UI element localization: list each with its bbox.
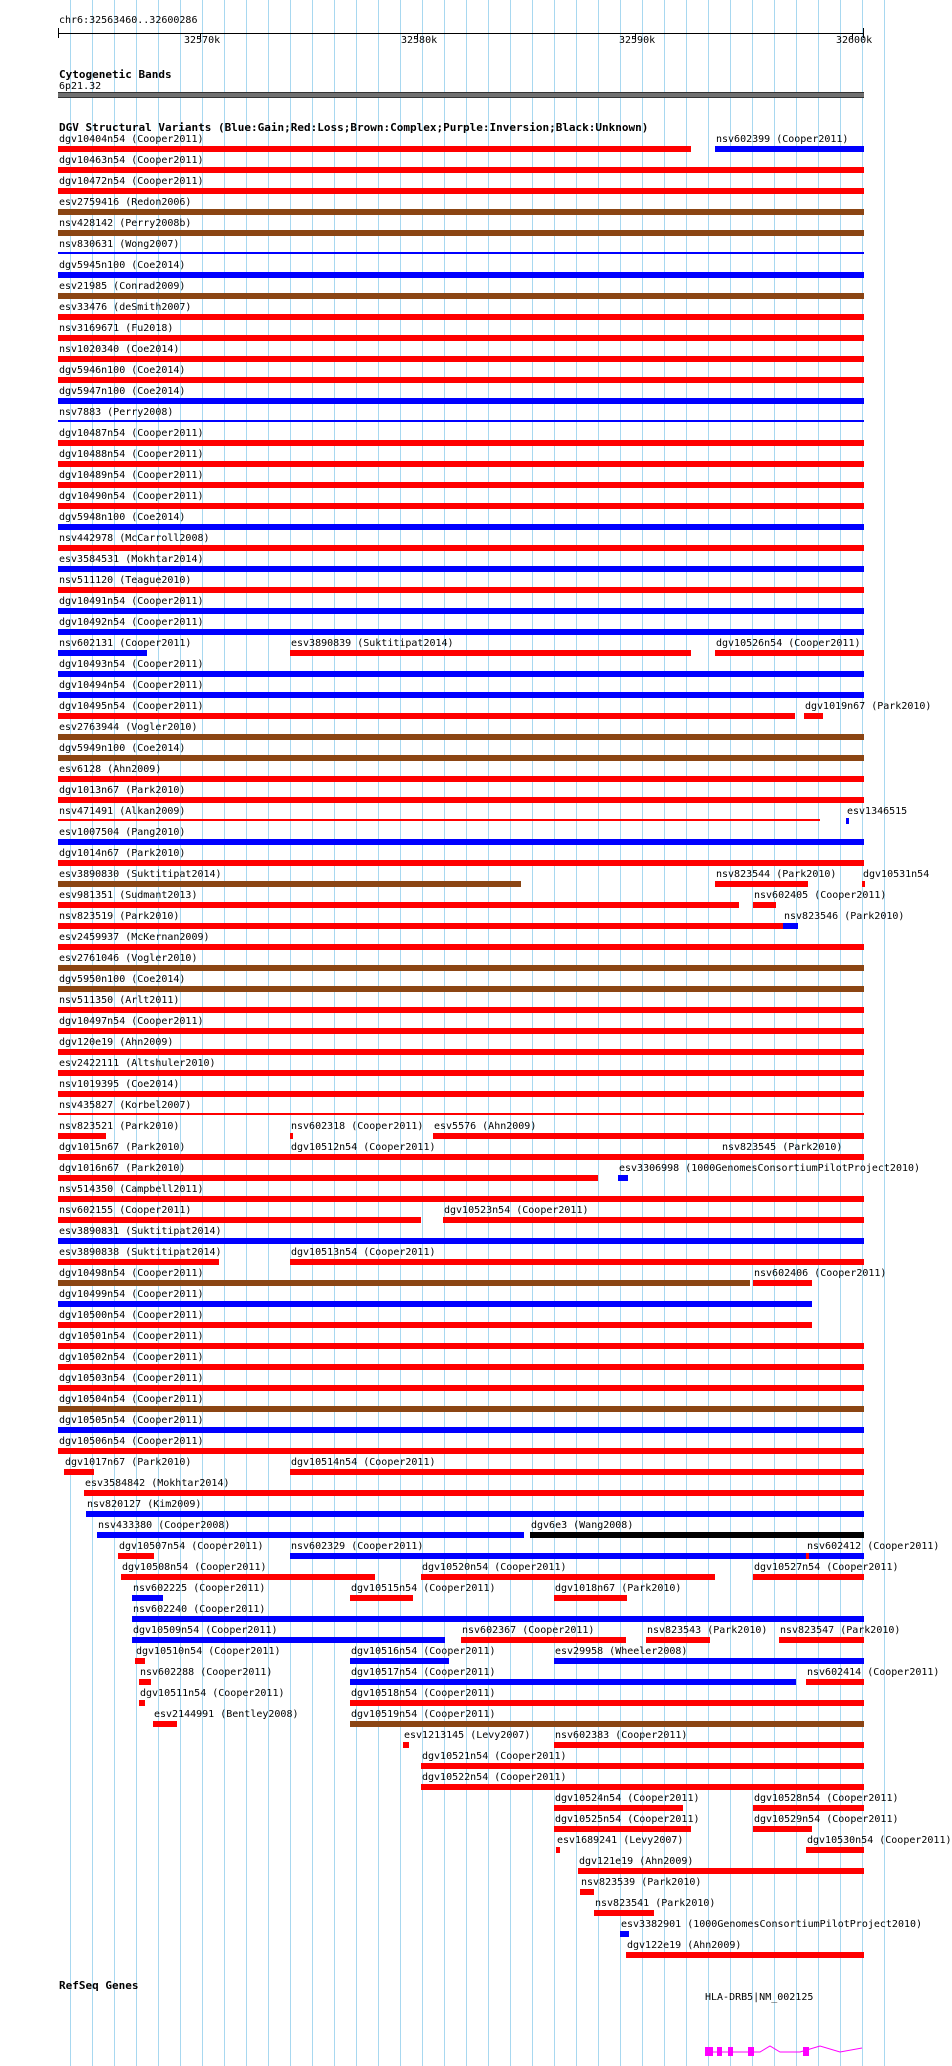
dgv-feature-label: esv2761046 (Vogler2010) [59, 953, 198, 964]
dgv-feature-label: dgv1018n67 (Park2010) [555, 1583, 682, 1594]
dgv-feature-label: dgv5947n100 (Coe2014) [59, 386, 186, 397]
dgv-feature-label: dgv10491n54 (Cooper2011) [59, 596, 204, 607]
dgv-feature-label: nsv435827 (Korbel2007) [59, 1100, 192, 1111]
dgv-feature-label: dgv10488n54 (Cooper2011) [59, 449, 204, 460]
dgv-feature-label: nsv433380 (Cooper2008) [98, 1520, 231, 1531]
cytoband-track-title: Cytogenetic Bands [59, 68, 172, 81]
dgv-feature-label: nsv428142 (Perry2008b) [59, 218, 192, 229]
dgv-feature-label: esv3890830 (Suktitipat2014) [59, 869, 222, 880]
dgv-feature-label: esv981351 (Sudmant2013) [59, 890, 198, 901]
gene-exon [748, 2047, 754, 2056]
dgv-feature-label: dgv10520n54 (Cooper2011) [422, 1562, 567, 1573]
dgv-feature-label: nsv1019395 (Coe2014) [59, 1079, 180, 1090]
dgv-feature-label: dgv10527n54 (Cooper2011) [754, 1562, 899, 1573]
dgv-feature-label: nsv602318 (Cooper2011) [291, 1121, 424, 1132]
dgv-feature-label: dgv10502n54 (Cooper2011) [59, 1352, 204, 1363]
dgv-feature-label: nsv823539 (Park2010) [581, 1877, 702, 1888]
dgv-feature-label: dgv10515n54 (Cooper2011) [351, 1583, 496, 1594]
dgv-feature-label: esv3890831 (Suktitipat2014) [59, 1226, 222, 1237]
dgv-feature-label: dgv10524n54 (Cooper2011) [555, 1793, 700, 1804]
ruler-tick-label: 32580k [401, 35, 438, 46]
dgv-feature-label: nsv602131 (Cooper2011) [59, 638, 192, 649]
dgv-feature-label: dgv10500n54 (Cooper2011) [59, 1310, 204, 1321]
dgv-feature-label: nsv823545 (Park2010) [722, 1142, 843, 1153]
dgv-feature-label: nsv602414 (Cooper2011) [807, 1667, 940, 1678]
dgv-feature-label: dgv5949n100 (Coe2014) [59, 743, 186, 754]
dgv-feature-label: nsv823541 (Park2010) [595, 1898, 716, 1909]
dgv-feature-label: dgv10506n54 (Cooper2011) [59, 1436, 204, 1447]
dgv-feature-label: nsv514350 (Campbell2011) [59, 1184, 204, 1195]
dgv-feature-label: dgv10501n54 (Cooper2011) [59, 1331, 204, 1342]
dgv-feature-label: esv3306998 (1000GenomesConsortiumPilotProject2010) [619, 1163, 921, 1174]
dgv-feature-label: dgv5948n100 (Coe2014) [59, 512, 186, 523]
gene-exon [717, 2047, 722, 2056]
gene-exon [728, 2047, 733, 2056]
dgv-feature-label: nsv602383 (Cooper2011) [555, 1730, 688, 1741]
dgv-feature-label: dgv10508n54 (Cooper2011) [122, 1562, 267, 1573]
dgv-feature-label: nsv602288 (Cooper2011) [140, 1667, 273, 1678]
ruler-tick-label: 32590k [619, 35, 656, 46]
dgv-feature-label: dgv10499n54 (Cooper2011) [59, 1289, 204, 1300]
ruler-tick-label: 32570k [184, 35, 221, 46]
dgv-feature-label: nsv823521 (Park2010) [59, 1121, 180, 1132]
dgv-feature-label: dgv10490n54 (Cooper2011) [59, 491, 204, 502]
dgv-feature-label: esv3890839 (Suktitipat2014) [291, 638, 454, 649]
dgv-feature-label: dgv10487n54 (Cooper2011) [59, 428, 204, 439]
dgv-feature-label: dgv10510n54 (Cooper2011) [136, 1646, 281, 1657]
dgv-feature-label: dgv1017n67 (Park2010) [65, 1457, 192, 1468]
dgv-feature-label: esv3584842 (Mokhtar2014) [85, 1478, 230, 1489]
dgv-feature-label: dgv10519n54 (Cooper2011) [351, 1709, 496, 1720]
gene-exon [803, 2047, 809, 2056]
dgv-feature-label: nsv823544 (Park2010) [716, 869, 837, 880]
dgv-feature-label: dgv10404n54 (Cooper2011) [59, 134, 204, 145]
dgv-feature-label: dgv121e19 (Ahn2009) [579, 1856, 694, 1867]
dgv-feature-label: dgv10492n54 (Cooper2011) [59, 617, 204, 628]
dgv-feature-label: dgv10495n54 (Cooper2011) [59, 701, 204, 712]
dgv-feature-label: dgv1013n67 (Park2010) [59, 785, 186, 796]
dgv-feature-label: dgv1019n67 (Park2010) [805, 701, 932, 712]
dgv-feature-label: esv3382901 (1000GenomesConsortiumPilotProject2010) [621, 1919, 923, 1930]
dgv-feature-label: esv2759416 (Redon2006) [59, 197, 192, 208]
dgv-feature-label: dgv10512n54 (Cooper2011) [291, 1142, 436, 1153]
dgv-feature-label: dgv10489n54 (Cooper2011) [59, 470, 204, 481]
dgv-feature-label: nsv602240 (Cooper2011) [133, 1604, 266, 1615]
dgv-feature-label: nsv820127 (Kim2009) [87, 1499, 202, 1510]
dgv-feature-label: nsv823546 (Park2010) [784, 911, 905, 922]
dgv-feature-label: nsv823543 (Park2010) [647, 1625, 768, 1636]
dgv-feature-label: dgv10497n54 (Cooper2011) [59, 1016, 204, 1027]
dgv-feature-label: dgv10493n54 (Cooper2011) [59, 659, 204, 670]
dgv-feature-label: dgv5950n100 (Coe2014) [59, 974, 186, 985]
dgv-feature-label: esv2422111 (Altshuler2010) [59, 1058, 216, 1069]
dgv-feature-label: dgv10498n54 (Cooper2011) [59, 1268, 204, 1279]
dgv-feature-label: esv3584531 (Mokhtar2014) [59, 554, 204, 565]
cytoband-label: 6p21.32 [59, 81, 102, 92]
dgv-feature-label: nsv823519 (Park2010) [59, 911, 180, 922]
dgv-feature-label: dgv10528n54 (Cooper2011) [754, 1793, 899, 1804]
dgv-feature-label: dgv5945n100 (Coe2014) [59, 260, 186, 271]
dgv-feature-label: esv3890838 (Suktitipat2014) [59, 1247, 222, 1258]
dgv-feature-label: nsv602399 (Cooper2011) [716, 134, 849, 145]
dgv-feature-label: esv1007504 (Pang2010) [59, 827, 186, 838]
dgv-feature-label: nsv823547 (Park2010) [780, 1625, 901, 1636]
dgv-feature-label: dgv10523n54 (Cooper2011) [444, 1205, 589, 1216]
dgv-feature-label: dgv10503n54 (Cooper2011) [59, 1373, 204, 1384]
gene-intron-line [712, 2046, 862, 2052]
dgv-feature-label: nsv1020340 (Coe2014) [59, 344, 180, 355]
dgv-feature-label: nsv602367 (Cooper2011) [462, 1625, 595, 1636]
dgv-feature-label: dgv10526n54 (Cooper2011) [716, 638, 861, 649]
dgv-feature-label: dgv10511n54 (Cooper2011) [140, 1688, 285, 1699]
ruler-tick-label: 32600k [836, 35, 873, 46]
refseq-gene-label: HLA-DRB5|NM_002125 [705, 1992, 814, 2003]
dgv-feature-label: esv2144991 (Bentley2008) [154, 1709, 299, 1720]
dgv-feature-label: esv6128 (Ahn2009) [59, 764, 162, 775]
dgv-track-title: DGV Structural Variants (Blue:Gain;Red:Loss;Brown:Complex;Purple:Inversion;Black:Unknown) [59, 121, 649, 134]
position-label: chr6:32563460..32600286 [59, 15, 198, 26]
dgv-feature-label: nsv602225 (Cooper2011) [133, 1583, 266, 1594]
dgv-feature-label: dgv6e3 (Wang2008) [531, 1520, 634, 1531]
dgv-feature-label: dgv10517n54 (Cooper2011) [351, 1667, 496, 1678]
dgv-feature-label: dgv10525n54 (Cooper2011) [555, 1814, 700, 1825]
dgv-feature-label: nsv511350 (Arlt2011) [59, 995, 180, 1006]
dgv-feature-label: dgv10513n54 (Cooper2011) [291, 1247, 436, 1258]
dgv-feature-label: dgv10516n54 (Cooper2011) [351, 1646, 496, 1657]
dgv-feature-label: dgv10509n54 (Cooper2011) [133, 1625, 278, 1636]
dgv-feature-label: esv1346515 [847, 806, 908, 817]
dgv-feature-label: esv2459937 (McKernan2009) [59, 932, 210, 943]
dgv-feature-label: nsv7883 (Perry2008) [59, 407, 174, 418]
dgv-feature-label: nsv511120 (Teague2010) [59, 575, 192, 586]
dgv-feature-label: nsv442978 (McCarroll2008) [59, 533, 210, 544]
dgv-feature-label: esv1689241 (Levy2007) [557, 1835, 684, 1846]
dgv-feature-label: esv5576 (Ahn2009) [434, 1121, 537, 1132]
dgv-feature-label: dgv5946n100 (Coe2014) [59, 365, 186, 376]
dgv-feature-label: esv1213145 (Levy2007) [404, 1730, 531, 1741]
dgv-feature-label: nsv830631 (Wong2007) [59, 239, 180, 250]
dgv-feature-label: dgv10505n54 (Cooper2011) [59, 1415, 204, 1426]
dgv-feature-label: dgv10514n54 (Cooper2011) [291, 1457, 436, 1468]
dgv-feature-label: dgv122e19 (Ahn2009) [627, 1940, 742, 1951]
dgv-feature-label: esv29958 (Wheeler2008) [555, 1646, 688, 1657]
dgv-feature-label: nsv602412 (Cooper2011) [807, 1541, 940, 1552]
dgv-feature-label: esv33476 (deSmith2007) [59, 302, 192, 313]
dgv-feature-label: nsv471491 (Alkan2009) [59, 806, 186, 817]
gene-exon [705, 2047, 713, 2056]
dgv-feature-label: dgv10507n54 (Cooper2011) [119, 1541, 264, 1552]
hla-drb5-gene [705, 2046, 862, 2056]
dgv-feature-label: dgv10530n54 (Cooper2011) [807, 1835, 952, 1846]
dgv-feature-label: dgv1014n67 (Park2010) [59, 848, 186, 859]
dgv-feature-label: dgv10522n54 (Cooper2011) [422, 1772, 567, 1783]
dgv-feature-label: esv21985 (Conrad2009) [59, 281, 186, 292]
dgv-feature-label: dgv1015n67 (Park2010) [59, 1142, 186, 1153]
dgv-feature-label: dgv10494n54 (Cooper2011) [59, 680, 204, 691]
dgv-feature-label: dgv10518n54 (Cooper2011) [351, 1688, 496, 1699]
dgv-feature-label: dgv10529n54 (Cooper2011) [754, 1814, 899, 1825]
dgv-feature-label: dgv120e19 (Ahn2009) [59, 1037, 174, 1048]
dgv-feature-label: dgv10521n54 (Cooper2011) [422, 1751, 567, 1762]
dgv-feature-label: nsv602405 (Cooper2011) [754, 890, 887, 901]
dgv-feature-label: dgv10531n54 [863, 869, 930, 880]
refseq-track-title: RefSeq Genes [59, 1979, 139, 1992]
dgv-feature-label: nsv602329 (Cooper2011) [291, 1541, 424, 1552]
dgv-feature-label: dgv10463n54 (Cooper2011) [59, 155, 204, 166]
dgv-feature-label: dgv1016n67 (Park2010) [59, 1163, 186, 1174]
dgv-feature-label: dgv10472n54 (Cooper2011) [59, 176, 204, 187]
dgv-feature-label: nsv602155 (Cooper2011) [59, 1205, 192, 1216]
dgv-feature-label: dgv10504n54 (Cooper2011) [59, 1394, 204, 1405]
dgv-feature-label: nsv3169671 (Fu2018) [59, 323, 174, 334]
dgv-feature-label: nsv602406 (Cooper2011) [754, 1268, 887, 1279]
dgv-feature-label: esv2763944 (Vogler2010) [59, 722, 198, 733]
